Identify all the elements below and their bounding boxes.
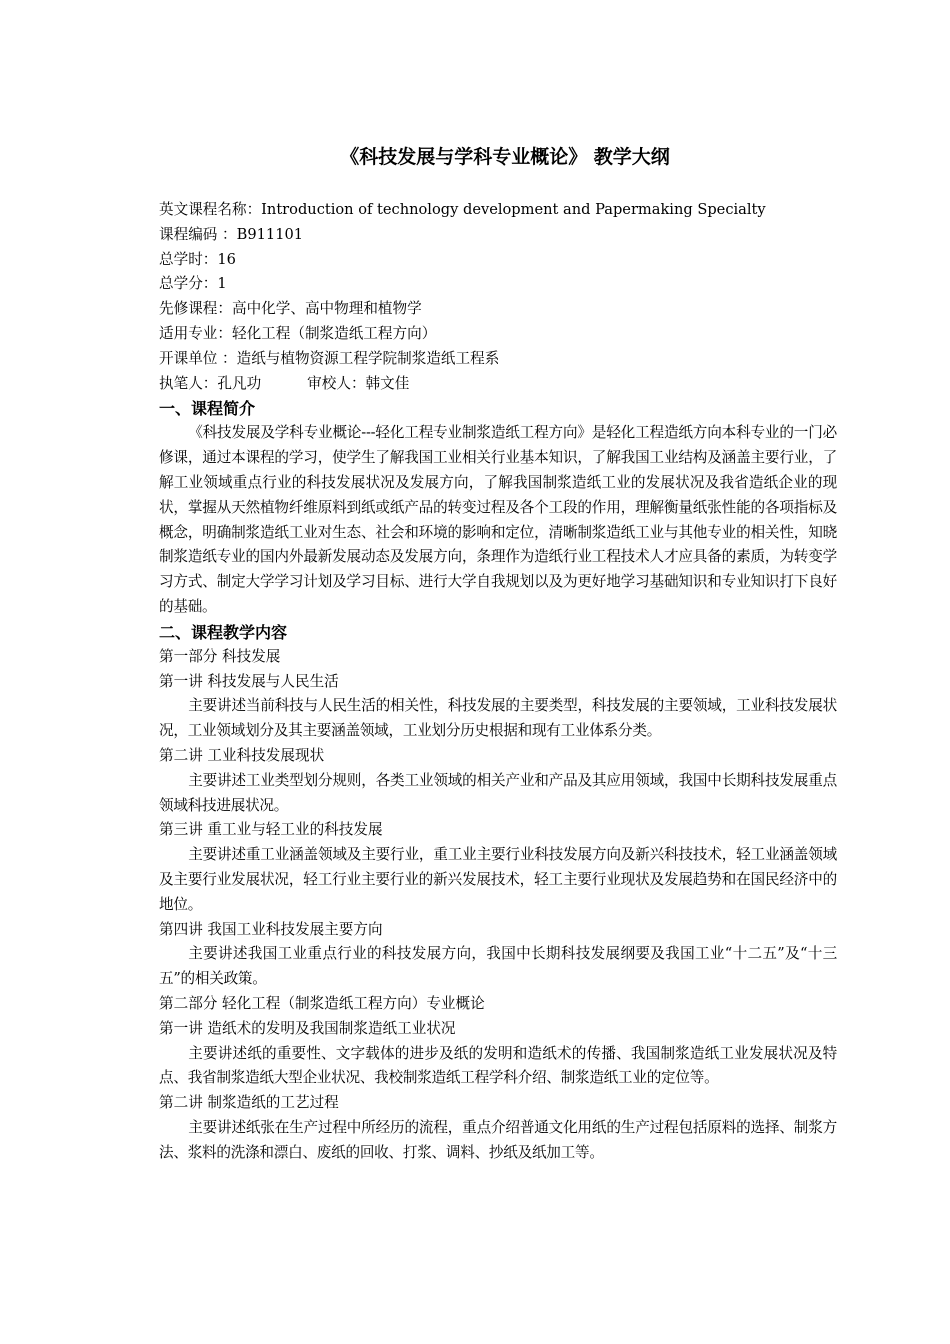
- course-intro-paragraph: 《科技发展及学科专业概论---轻化工程专业制浆造纸工程方向》是轻化工程造纸方向本科专业的一门必修课，通过本课程的学习，使学生了解我国工业相关行业基本知识，了解我国工业结构及涵盖主要行业，了解工业领域重点行业的科技发展状况及发展方向，了解我国制浆造纸工业的发展状况及我省造纸企业的现状，掌握从天然植物纤维原料到纸或纸产品的转变过程及各个工段的作用，理解衡量纸张性能的各项指标及概念，明确制浆造纸工业对生态、社会和环境的影响和定位，清晰制浆造纸工业与其他专业的相关性，知晓制浆造纸专业的国内外最新发展动态及发展方向，条理作为造纸行业工程技术人才应具备的素质，为转变学习方式、制定大学学习计划及学习目标、进行大学自我规划以及为更好地学习基础知识和专业知识打下良好的基础。: [159, 424, 837, 615]
- author-reviewer-line: [159, 372, 837, 397]
- document-title: 《科技发展与学科专业概论》 教学大纲: [340, 146, 670, 168]
- lecture-body: 主要讲述当前科技与人民生活的相关性，科技发展的主要类型，科技发展的主要领域，工业科技发展状况，工业领域划分及其主要涵盖领域，工业划分历史根据和现有工业体系分类。: [159, 697, 837, 740]
- course-code: 课程编码 ：B911101: [159, 225, 304, 243]
- lecture-body: 主要讲述纸的重要性、文字载体的进步及纸的发明和造纸术的传播、我国制浆造纸工业发展状况及特点、我省制浆造纸大型企业状况、我校制浆造纸工程学科介绍、制浆造纸工业的定位等。: [159, 1044, 837, 1087]
- syllabus-page: [159, 140, 837, 1165]
- offering-unit: 开课单位 ：造纸与植物资源工程学院制浆造纸工程系: [159, 349, 500, 367]
- section-heading-content: 二、课程教学内容: [159, 622, 288, 642]
- lecture-body: 主要讲述纸张在生产过程中所经历的流程，重点介绍普通文化用纸的生产过程包括原料的选择、制浆方法、浆料的洗涤和漂白、废纸的回收、打浆、调料、抄纸及纸加工等。: [159, 1118, 837, 1161]
- part-1-title: 第一部分 科技发展: [159, 647, 281, 665]
- lecture-title: 第一讲 科技发展与人民生活: [159, 672, 339, 690]
- total-hours: 总学时：16: [159, 250, 236, 268]
- lecture-title: 第三讲 重工业与轻工业的科技发展: [159, 821, 383, 839]
- applicable-major: 适用专业：轻化工程（制浆造纸工程方向）: [159, 324, 437, 342]
- prerequisite-courses: 先修课程：高中化学、高中物理和植物学: [159, 300, 422, 318]
- lecture-title: 第一讲 造纸术的发明及我国制浆造纸工业状况: [159, 1019, 456, 1037]
- lecture-title: 第二讲 制浆造纸的工艺过程: [159, 1094, 339, 1112]
- lecture-body: 主要讲述工业类型划分规则，各类工业领域的相关产业和产品及其应用领域，我国中长期科技发展重点领域科技进展状况。: [159, 771, 837, 814]
- lecture-title: 第二讲 工业科技发展现状: [159, 746, 325, 764]
- english-course-name: 英文课程名称：Introduction of technology development and Papermaking Specialty: [159, 201, 766, 218]
- total-credits: 总学分：1: [159, 275, 227, 293]
- reviewer: 审校人：韩文佳: [307, 374, 410, 392]
- lecture-title: 第四讲 我国工业科技发展主要方向: [159, 920, 383, 938]
- author: 执笔人：孔凡功: [159, 374, 262, 392]
- section-heading-intro: 一、课程简介: [159, 399, 256, 419]
- part-2-title: 第二部分 轻化工程（制浆造纸工程方向）专业概论: [159, 994, 485, 1012]
- lecture-body: 主要讲述重工业涵盖领域及主要行业，重工业主要行业科技发展方向及新兴科技技术，轻工业涵盖领域及主要行业发展状况，轻工行业主要行业的新兴发展技术，轻工主要行业现状及发展趋势和在国民经济中的地位。: [159, 846, 837, 913]
- lecture-body: 主要讲述我国工业重点行业的科技发展方向，我国中长期科技发展纲要及我国工业“十二五”及“十三五”的相关政策。: [159, 945, 837, 988]
